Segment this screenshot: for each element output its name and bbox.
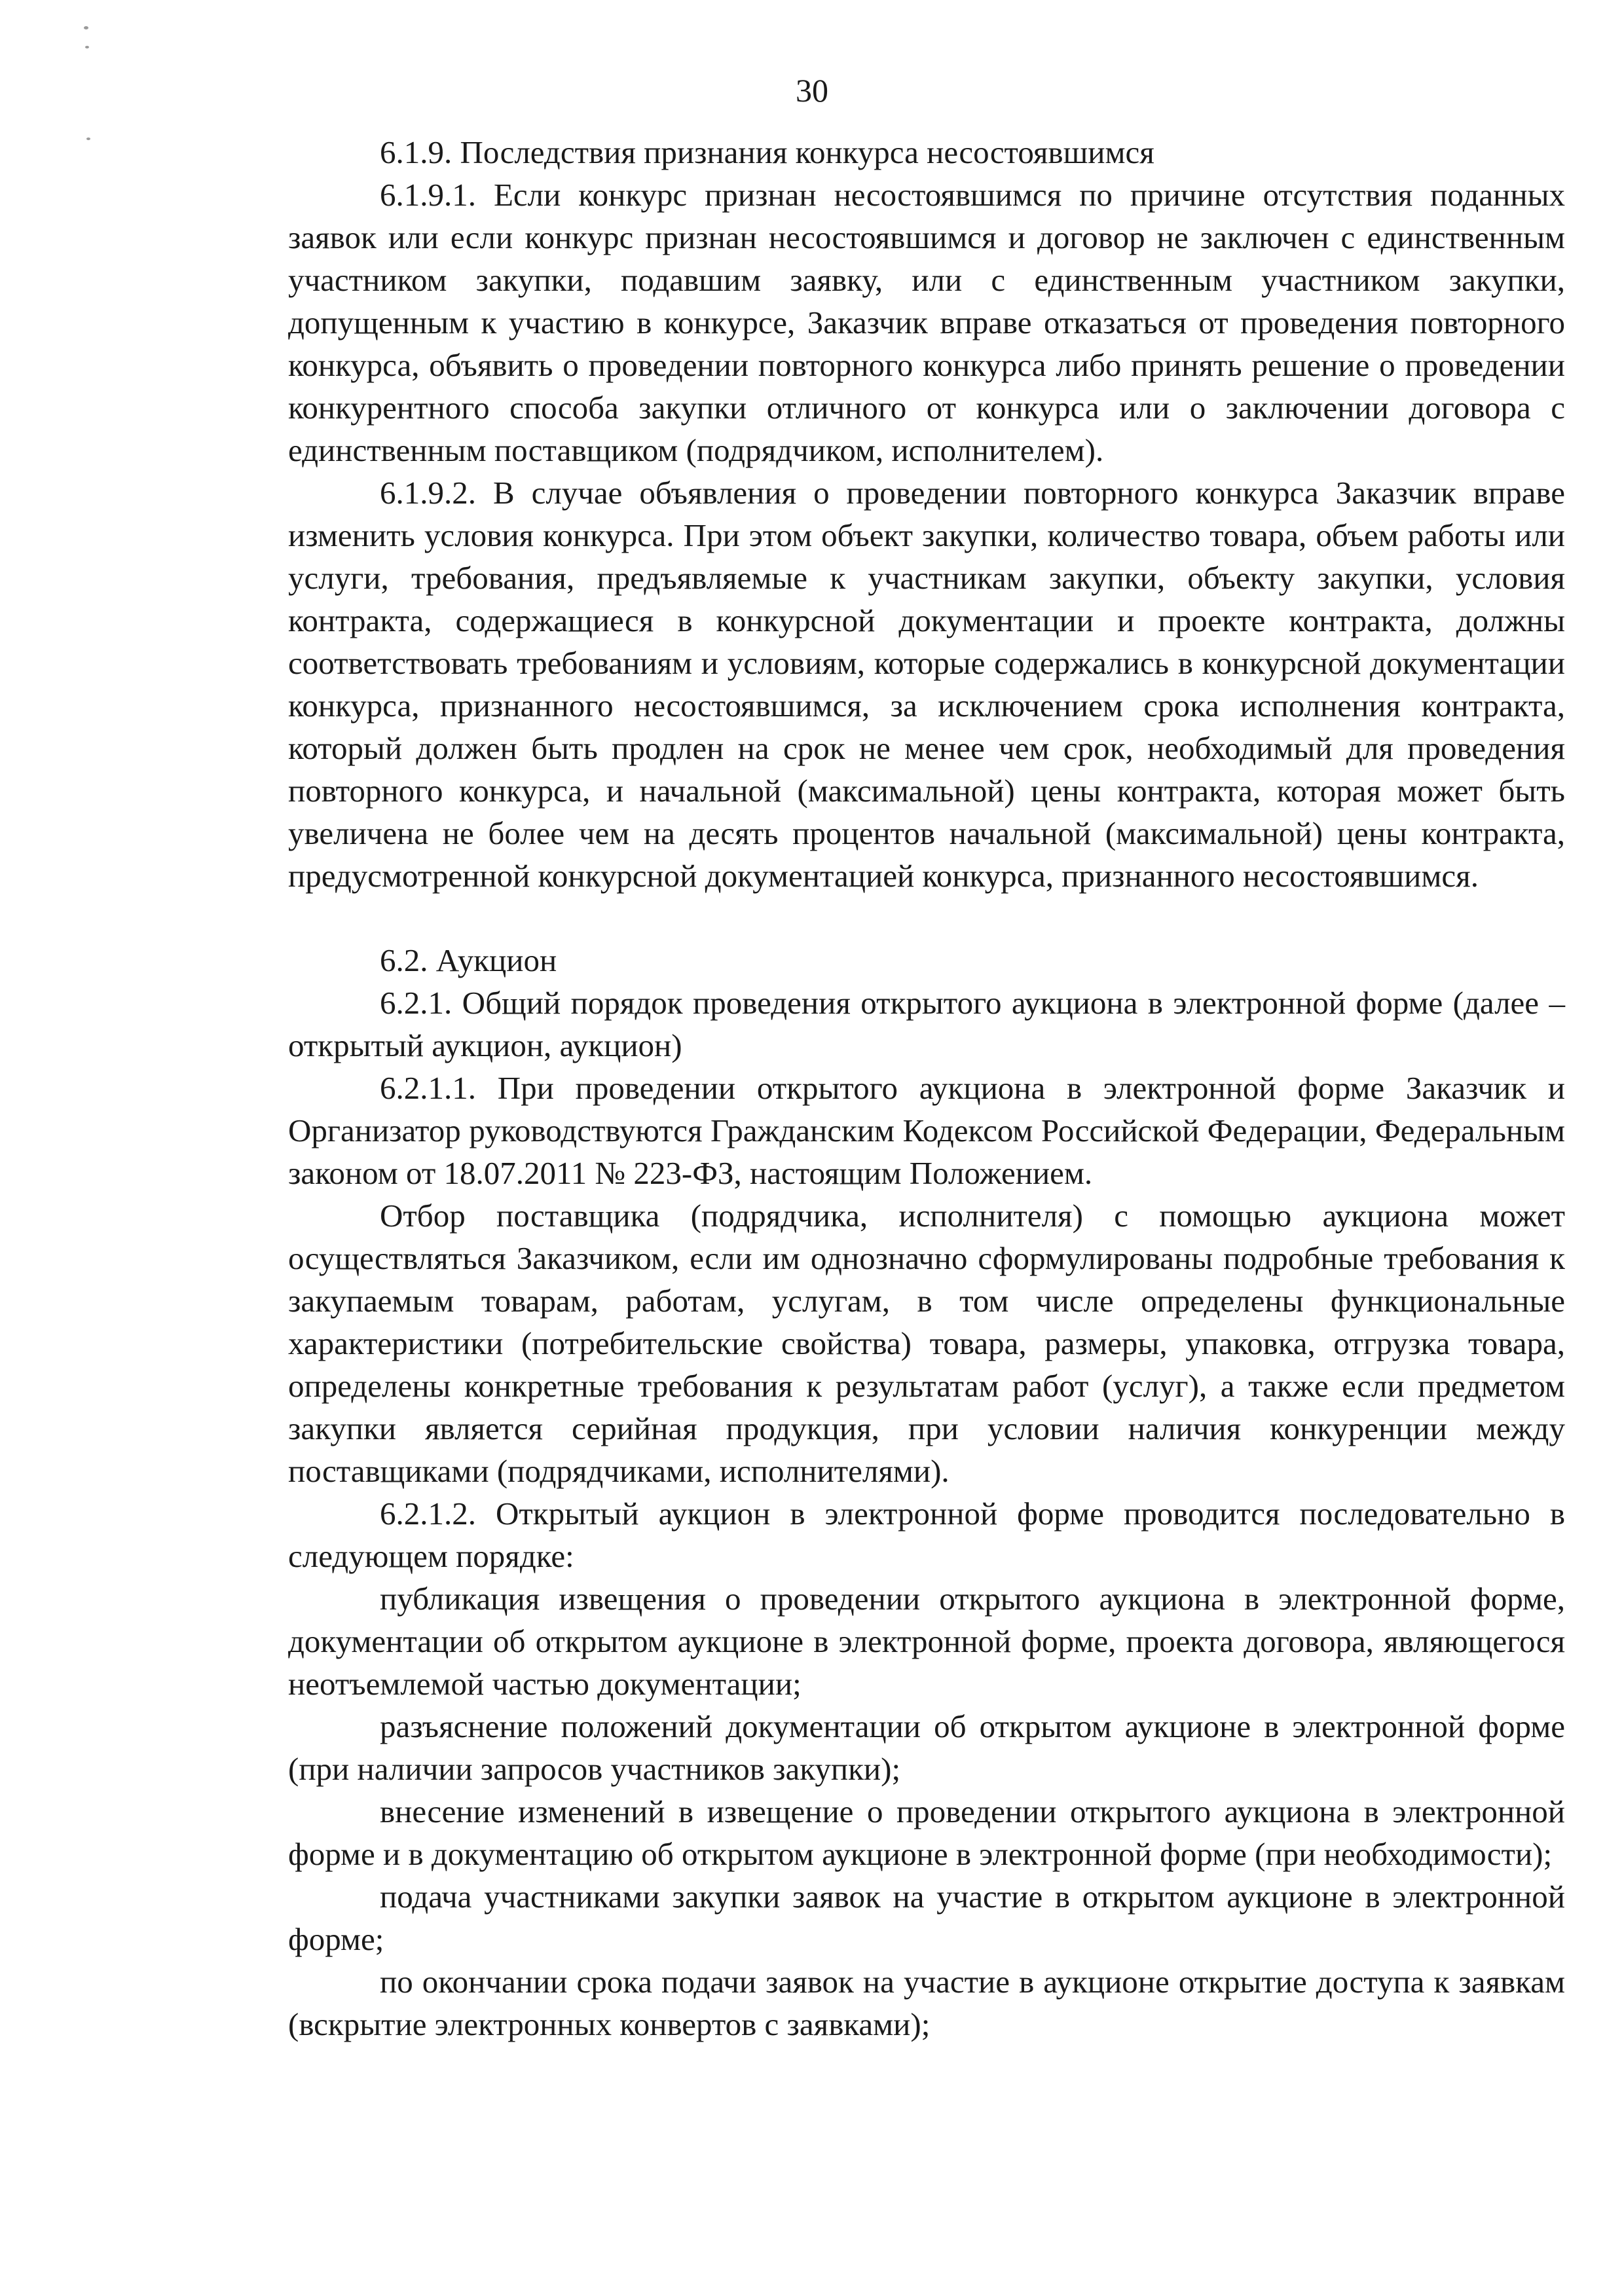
scan-speck [84,26,88,29]
scan-speck [86,138,90,140]
section-heading-6-2: 6.2. Аукцион [380,942,557,978]
procedure-step: внесение изменений в извещение о проведении открытого аукциона в электронной форме и в документацию об открытом аукционе в электронной форме (при необходимости); [288,1793,1565,1872]
paragraph-6-2-1-1: 6.2.1.1. При проведении открытого аукциона в электронной форме Заказчик и Организатор руководствуются Гражданским Кодексом Российской Федерации, Федеральным законом от 18.07.2011 № 223-ФЗ, настоящим Положением. [288,1070,1565,1191]
procedure-step: публикация извещения о проведении открытого аукциона в электронной форме, документации об открытом аукционе в электронной форме, проекта договора, являющегося неотъемлемой частью документации; [288,1581,1565,1702]
procedure-step: по окончании срока подачи заявок на участие в аукционе открытие доступа к заявкам (вскрытие электронных конвертов с заявками); [288,1964,1565,2042]
paragraph-6-1-9-2: 6.1.9.2. В случае объявления о проведении повторного конкурса Заказчик вправе изменить условия конкурса. При этом объект закупки, количество товара, объем работы или услуги, требования, предъявляемые к участникам закупки, объекту закупки, условия контракта, содержащиеся в конкурсной документации и проекте контракта, должны соответствовать требованиям и условиям, которые содержались в конкурсной документации конкурса, признанного несостоявшимся, за исключением срока исполнения контракта, который должен быть продлен на срок не менее чем срок, необходимый для проведения повторного конкурса, и начальной (максимальной) цены контракта, которая может быть увеличена не более чем на десять процентов начальной (максимальной) цены контракта, предусмотренной конкурсной документацией конкурса, признанного несостоявшимся. [288,475,1565,894]
paragraph-gap [288,897,1565,939]
subsection-heading-6-2-1: 6.2.1. Общий порядок проведения открытого аукциона в электронной форме (далее – открытый аукцион, аукцион) [288,985,1565,1063]
scan-speck [85,46,89,48]
procedure-step: разъяснение положений документации об открытом аукционе в электронной форме (при наличии запросов участников закупки); [288,1708,1565,1787]
page-number: 30 [796,72,828,109]
procedure-step: подача участниками закупки заявок на участие в открытом аукционе в электронной форме; [288,1879,1565,1957]
section-heading-6-1-9: 6.1.9. Последствия признания конкурса несостоявшимся [380,134,1154,170]
paragraph-6-2-1-2: 6.2.1.2. Открытый аукцион в электронной форме проводится последовательно в следующем порядке: [288,1496,1565,1574]
document-body [288,131,1565,2046]
paragraph-supplier-selection: Отбор поставщика (подрядчика, исполнителя) с помощью аукциона может осуществляться Заказчиком, если им однозначно сформулированы подробные требования к закупаемым товарам, работам, услугам, в том числе определены функциональные характеристики (потребительские свойства) товара, размеры, упаковка, отгрузка товара, определены конкретные требования к результатам работ (услуг), а также если предметом закупки является серийная продукция, при условии наличия конкуренции между поставщиками (подрядчиками, исполнителями). [288,1198,1565,1489]
paragraph-6-1-9-1: 6.1.9.1. Если конкурс признан несостоявшимся по причине отсутствия поданных заявок или если конкурс признан несостоявшимся и договор не заключен с единственным участником закупки, подавшим заявку, или с единственным участником закупки, допущенным к участию в конкурсе, Заказчик вправе отказаться от проведения повторного конкурса, объявить о проведении повторного конкурса либо принять решение о проведении конкурентного способа закупки отличного от конкурса или о заключении договора с единственным поставщиком (подрядчиком, исполнителем). [288,177,1565,468]
